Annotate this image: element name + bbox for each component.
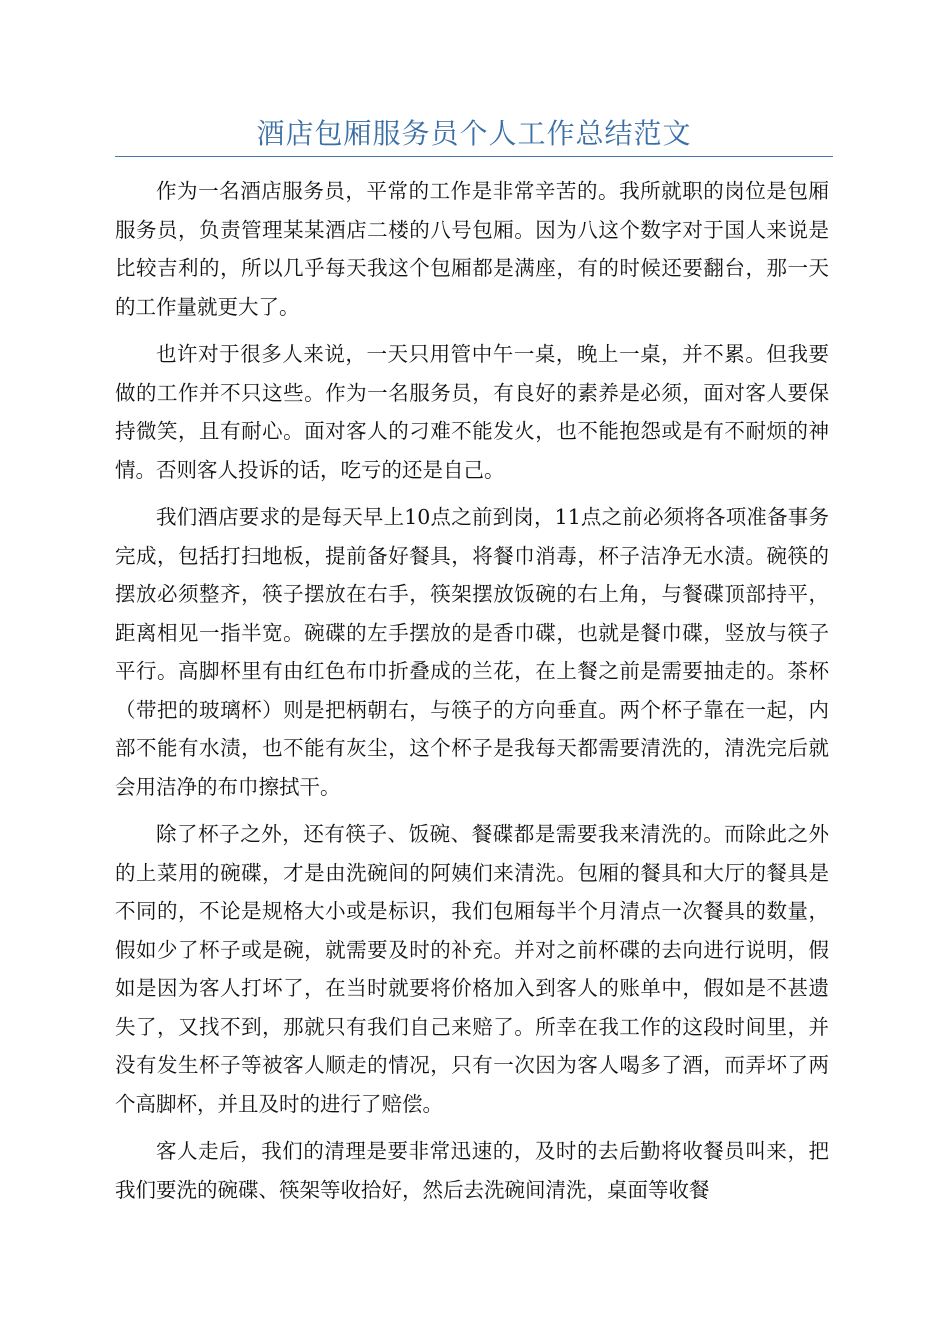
paragraph-1: 作为一名酒店服务员，平常的工作是非常辛苦的。我所就职的岗位是包厢服务员，负责管理某某酒店二楼的八号包厢。因为八这个数字对于国人来说是比较吉利的，所以几乎每天我这个包厢都是满座，有的时候还要翻台，那一天的工作量就更大了。	[115, 179, 829, 319]
title-underline	[115, 156, 833, 157]
paragraph-5: 客人走后，我们的清理是要非常迅速的，及时的去后勤将收餐员叫来，把我们要洗的碗碟、筷架等收拾好，然后去洗碗间清洗，桌面等收餐	[115, 1139, 829, 1202]
document-body	[115, 172, 829, 1218]
paragraph-3: 我们酒店要求的是每天早上10点之前到岗，11点之前必须将各项准备事务完成，包括打扫地板，提前备好餐具，将餐巾消毒，杯子洁净无水渍。碗筷的摆放必须整齐，筷子摆放在右手，筷架摆放饭碗的右上角，与餐碟顶部持平，距离相见一指半宽。碗碟的左手摆放的是香巾碟，也就是餐巾碟，竖放与筷子平行。高脚杯里有由红色布巾折叠成的兰花，在上餐之前是需要抽走的。茶杯（带把的玻璃杯）则是把柄朝右，与筷子的方向垂直。两个杯子靠在一起，内部不能有水渍，也不能有灰尘，这个杯子是我每天都需要清洗的，清洗完后就会用洁净的布巾擦拭干。	[115, 505, 829, 799]
document-title: 酒店包厢服务员个人工作总结范文	[256, 117, 692, 150]
paragraph-4: 除了杯子之外，还有筷子、饭碗、餐碟都是需要我来清洗的。而除此之外的上菜用的碗碟，才是由洗碗间的阿姨们来清洗。包厢的餐具和大厅的餐具是不同的，不论是规格大小或是标识，我们包厢每半个月清点一次餐具的数量，假如少了杯子或是碗，就需要及时的补充。并对之前杯碟的去向进行说明，假如是因为客人打坏了，在当时就要将价格加入到客人的账单中，假如是不甚遗失了，又找不到，那就只有我们自己来赔了。所幸在我工作的这段时间里，并没有发生杯子等被客人顺走的情况，只有一次因为客人喝多了酒，而弄坏了两个高脚杯，并且及时的进行了赔偿。	[115, 822, 829, 1116]
paragraph-2: 也许对于很多人来说，一天只用管中午一桌，晚上一桌，并不累。但我要做的工作并不只这些。作为一名服务员，有良好的素养是必须，面对客人要保持微笑，且有耐心。面对客人的刁难不能发火，也不能抱怨或是有不耐烦的神情。否则客人投诉的话，吃亏的还是自己。	[115, 342, 829, 482]
